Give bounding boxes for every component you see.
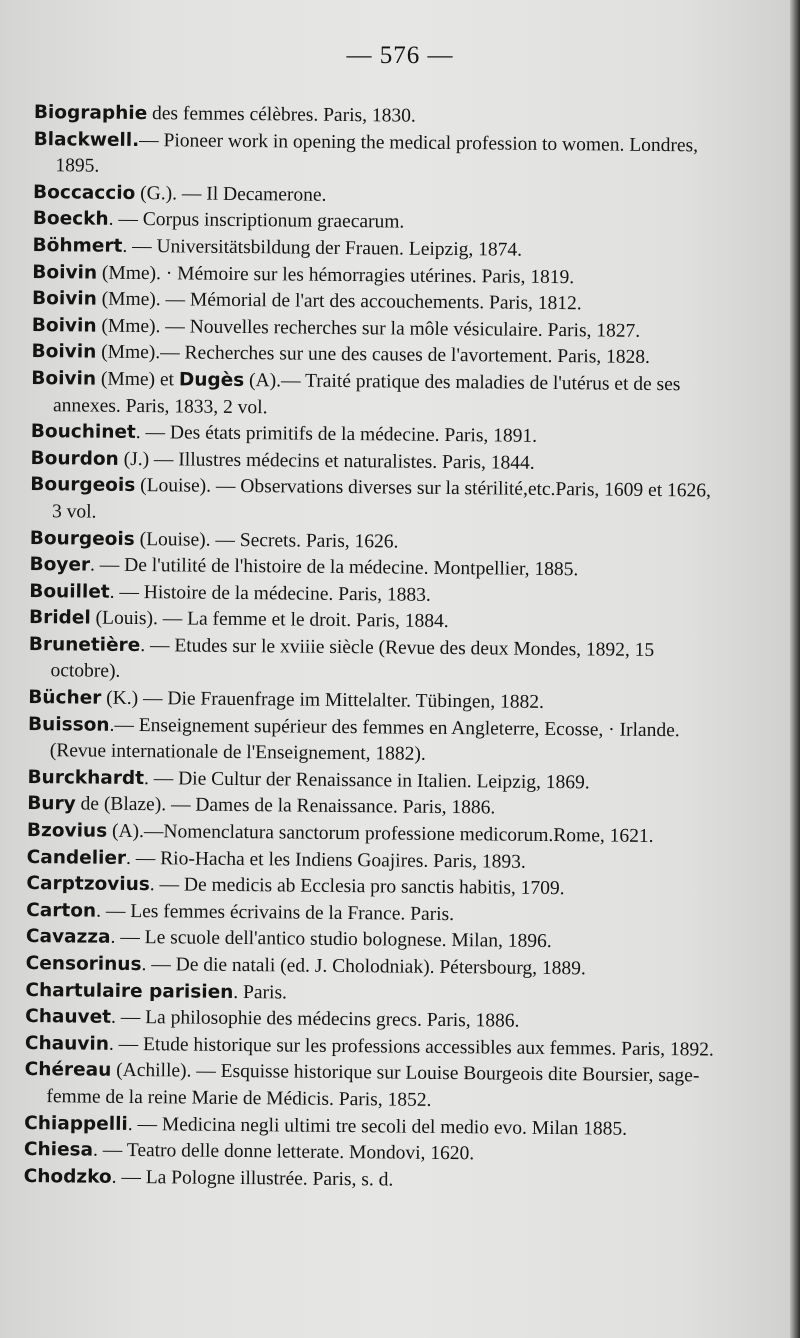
entry-author: Bourgeois: [29, 527, 135, 550]
entry-text: (G.). — Il Decamerone.: [135, 182, 327, 206]
entry-author: Böhmert: [32, 234, 123, 257]
entry-author: Blackwell.: [33, 128, 140, 151]
entry-author: Cavazza: [25, 926, 111, 949]
entry-author: Boivin: [31, 367, 97, 390]
entry-author: Chodzko: [23, 1165, 112, 1188]
entry-author: Chauvin: [24, 1032, 110, 1055]
entry-text: . — La philosophie des médecins grecs. Paris, 1886.: [110, 1006, 520, 1032]
entry-text: . — Etude historique sur les professions accessibles aux femmes. Paris, 1892.: [108, 1033, 714, 1061]
entry-author: Boccaccio: [33, 181, 136, 204]
entry-text: — Pioneer work in opening the medical profession to women. Londres, 1895.: [55, 129, 699, 177]
entry-author: Chéreau: [24, 1059, 112, 1082]
entry-author: Censorinus: [25, 952, 142, 976]
entry-author: Chauvet: [25, 1006, 112, 1028]
bibliography-entry: [31, 366, 723, 426]
entry-author: Brunetière: [28, 633, 141, 656]
entry-text: (Louis). — La femme et le droit. Paris, 1884.: [90, 607, 449, 633]
bibliography-entry: [24, 1057, 716, 1117]
entry-text: . — De die natali (ed. J. Cholodniak). Pétersbourg, 1889.: [141, 954, 586, 980]
entry-text: (K.) — Die Frauenfrage im Mittelalter. Tübingen, 1882.: [101, 687, 545, 713]
entry-author: Boivin: [31, 288, 97, 310]
bibliography-entry: [28, 712, 720, 772]
page-number: — 576 —: [346, 42, 454, 69]
bibliography-list: [24, 100, 726, 1197]
entry-author: Bzovius: [26, 819, 108, 842]
entry-author: Boyer: [29, 554, 91, 576]
entry-text: (Louise). — Observations diverses sur la stérilité,etc.Paris, 1609 et 1626, 3 vol.: [51, 475, 712, 523]
entry-author: Boivin: [32, 261, 98, 284]
entry-text: (Mme).— Recherches sur une des causes de l'avortement. Paris, 1828.: [96, 341, 651, 369]
entry-text: . — De medicis ab Ecclesia pro sanctis habitis, 1709.: [149, 874, 565, 900]
entry-text: . — Die Cultur der Renaissance in Italien. Leipzig, 1869.: [143, 767, 590, 794]
entry-text: . — De l'utilité de l'histoire de la médecine. Montpellier, 1885.: [89, 554, 579, 581]
entry-text: .— Enseignement supérieur des femmes en Angleterre, Ecosse, · Irlande. (Revue internationale de l'Enseignement, 1882).: [49, 714, 680, 766]
entry-text: . — Universitätsbildung der Frauen. Leipzig, 1874.: [122, 235, 523, 261]
entry-author: Biographie: [33, 101, 148, 125]
entry-author: Bouchinet: [30, 421, 136, 444]
entry-text: des femmes célèbres. Paris, 1830.: [147, 103, 416, 127]
entry-text: . — Medicina negli ultimi tre secoli del medio evo. Milan 1885.: [127, 1113, 628, 1140]
entry-author: Burckhardt: [27, 766, 145, 789]
entry-text: . — Les femmes écrivains de la France. Paris.: [96, 900, 455, 925]
entry-author: Bury: [27, 793, 76, 815]
entry-author: Chartulaire parisien: [25, 979, 234, 1003]
bibliography-entry: [24, 1164, 716, 1197]
entry-text: . — La Pologne illustrée. Paris, s. d.: [111, 1166, 394, 1191]
entry-author: Buisson: [27, 713, 110, 736]
entry-text: de (Blaze). — Dames de la Renaissance. Paris, 1886.: [75, 793, 496, 819]
entry-text: (Mme) et: [95, 368, 180, 391]
entry-coauthor: Dugès: [178, 369, 245, 391]
entry-author: Candelier: [26, 846, 127, 869]
entry-text: . Paris.: [233, 981, 288, 1004]
entry-text: . — Des états primitifs de la médecine. Paris, 1891.: [135, 422, 538, 447]
bibliography-entry: [33, 127, 725, 187]
entry-author: Boivin: [31, 314, 97, 337]
entry-text: . — Histoire de la médecine. Paris, 1883.: [109, 581, 431, 606]
entry-author: Chiesa: [23, 1139, 94, 1161]
bibliography-entry: [30, 472, 722, 532]
entry-author: Carptzovius: [26, 873, 150, 896]
entry-text: (A).— Traité pratique des maladies de l'utérus et de ses annexes. Paris, 1833, 2 vol.: [52, 369, 681, 418]
entry-author: Carton: [26, 899, 97, 922]
entry-text: (Mme). — Nouvelles recherches sur la môle vésiculaire. Paris, 1827.: [96, 315, 641, 342]
entry-text: (Mme). — Mémorial de l'art des accouchements. Paris, 1812.: [96, 288, 582, 315]
entry-author: Bourgeois: [30, 474, 136, 497]
entry-text: (A).—Nomenclatura sanctorum professione medicorum.Rome, 1621.: [107, 820, 654, 848]
entry-author: Boeckh: [32, 208, 109, 231]
entry-author: Bouillet: [29, 580, 110, 603]
entry-text: . — Le scuole dell'antico studio bolognese. Milan, 1896.: [110, 927, 552, 953]
entry-text: (Mme). · Mémoire sur les hémorragies utérines. Paris, 1819.: [96, 262, 575, 288]
entry-text: (Achille). — Esquisse historique sur Louise Bourgeois dite Boursier, sage-femme de la reine Marie de Médicis. Paris, 1852.: [46, 1060, 700, 1111]
entry-author: Bourdon: [30, 447, 119, 470]
entry-author: Bridel: [28, 607, 91, 629]
entry-text: . — Rio-Hacha et les Indiens Goajires. Paris, 1893.: [126, 847, 526, 873]
entry-author: Boivin: [31, 341, 97, 363]
entry-author: Bücher: [28, 687, 102, 709]
entry-text: . — Etudes sur le xviiie siècle (Revue des deux Mondes, 1892, 15 octobre).: [50, 634, 655, 683]
page-edge-shadow: [790, 0, 800, 1338]
entry-author: Chiappelli: [24, 1112, 128, 1135]
bibliography-entry: [28, 632, 720, 692]
entry-text: . — Corpus inscriptionum graecarum.: [108, 209, 405, 233]
entry-text: (Louise). — Secrets. Paris, 1626.: [134, 528, 399, 553]
entry-text: . — Teatro delle donne letterate. Mondovi, 1620.: [92, 1139, 475, 1165]
entry-text: (J.) — Illustres médecins et naturalistes. Paris, 1844.: [118, 448, 535, 474]
